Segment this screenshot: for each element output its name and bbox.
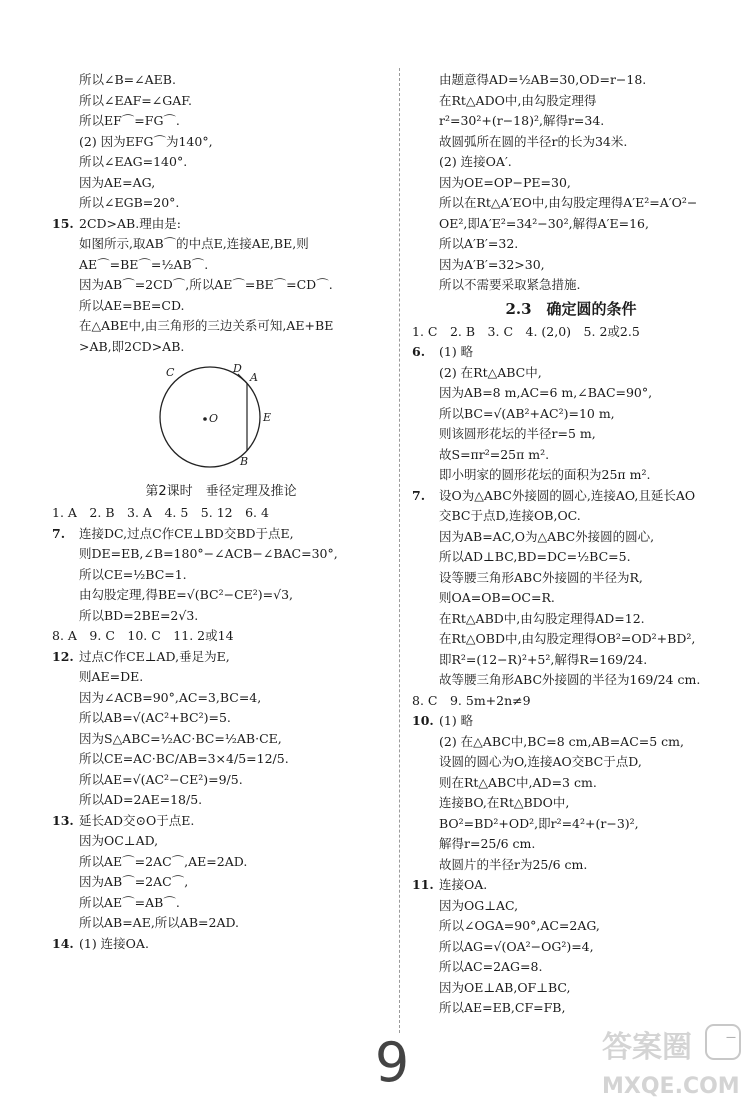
question-12 [52,647,390,668]
label-c: C [166,366,175,379]
label-e: E [263,411,272,424]
question-15 [52,214,390,235]
question-number: 11. [412,877,434,892]
question-14 [52,934,390,955]
text-line: 所以AE=√(AC²−CE²)=9/5. [79,771,243,787]
text-line: 因为OE=OP−PE=30, [439,174,571,190]
text-line: 所以BC=√(AB²+AC²)=10 m, [439,405,615,421]
text-line: 所以∠EAG=140°. [79,154,188,169]
question-number: 7. [412,487,426,503]
watermark-logo [594,1021,744,1103]
text-line: 所以在Rt△A′EO中,由勾股定理得A′E²=A′O²− [439,195,698,210]
question-number: 6. [412,344,426,359]
text-line: 在△ABE中,由三角形的三边关系可知,AE+BE [79,318,334,333]
text-line: 2CD>AB.理由是: [79,215,181,231]
text-line: 所以EF⌒=FG⌒. [79,113,180,128]
text-line: 则该圆形花坛的半径r=5 m, [439,426,596,441]
text-line: 所以CE=AC·BC/AB=3×4/5=12/5. [79,751,289,766]
text-line: 连接OA. [439,877,488,892]
text-line: 因为OG⊥AC, [439,897,519,913]
text-line: 交BC于点D,连接OB,OC. [439,508,581,523]
text-line: (1) 略 [439,713,474,728]
text-line: AE⌒=BE⌒=½AB⌒. [79,256,209,272]
text-line: 故圆弧所在圆的半径r的长为34米. [439,133,628,149]
answer-line: 8. C 9. 5m+2n≠9 [412,692,531,708]
label-b: B [240,455,249,468]
question-number: 14. [52,935,74,951]
text-line: 所以AE=EB,CF=FB, [439,1000,566,1015]
question-number: 7. [52,525,66,541]
text-line: 所以AD=2AE=18/5. [79,792,203,807]
text-line: 则在Rt△ABC中,AD=3 cm. [439,774,597,790]
text-line: 所以AB=√(AC²+BC²)=5. [79,710,231,725]
right-column [412,70,730,1019]
column-divider [399,68,400,1033]
text-line: 因为OC⊥AD, [79,833,159,848]
text-line: 则OA=OB=OC=R. [439,590,555,605]
text-line: 故等腰三角形ABC外接圆的半径为169/24 cm. [439,672,701,687]
text-line: 延长AD交⊙O于点E. [79,812,195,828]
text-line: 过点C作CE⊥AD,垂足为E, [79,648,230,664]
text-line: OE²,即A′E²=34²−30²,解得A′E=16, [439,215,649,231]
label-a: A [250,371,258,384]
text-line: (2) 因为EFG⌒为140°, [79,133,213,149]
question-number: 13. [52,812,74,828]
watermark-text-cn: 答案圈 [602,1030,692,1065]
text-line: 即小明家的圆形花坛的面积为25π m². [439,467,651,482]
text-line: 所以不需要采取紧急措施. [439,277,581,292]
watermark-text-url: MXQE.COM [602,1074,740,1099]
answer-line: 8. A 9. C 10. C 11. 2或14 [52,628,234,643]
text-line: 因为AB=AC,O为△ABC外接圆的圆心, [439,528,655,544]
text-line: 因为AB⌒=2CD⌒,所以AE⌒=BE⌒=CD⌒. [79,277,333,292]
question-number: 10. [412,713,434,728]
text-line: 连接DC,过点C作CE⊥BD交BD于点E, [79,525,294,541]
text-line: 因为AB⌒=2AC⌒, [79,874,189,889]
text-line: 所以A′B′=32. [439,236,519,251]
text-line: r²=30²+(r−18)²,解得r=34. [439,113,605,128]
text-line: 故S=πr²=25π m². [439,446,550,462]
text-line: 解得r=25/6 cm. [439,836,536,851]
question-6 [412,342,730,363]
corner-mark: — [726,1032,736,1043]
question-number: 15. [52,215,74,231]
text-line: 因为OE⊥AB,OF⊥BC, [439,979,571,995]
lesson-subtitle: 第2课时 垂径定理及推论 [145,484,297,499]
page-number: 9 [374,1031,410,1094]
text-line: 设圆的圆心为O,连接AO交BC于点D, [439,754,642,769]
answer-line: 1. C 2. B 3. C 4. (2,0) 5. 2或2.5 [412,323,640,339]
text-line: 设O为△ABC外接圆的圆心,连接AO,且延长AO [439,487,696,503]
segment-da [238,374,247,383]
label-o: O [209,412,219,425]
text-line: 由勾股定理,得BE=√(BC²−CE²)=√3, [79,587,294,602]
text-line: 所以CE=½BC=1. [79,566,187,582]
text-line: 因为AB=8 m,AC=6 m,∠BAC=90°, [439,385,653,400]
answer-line: 1. A 2. B 3. A 4. 5 5. 12 6. 4 [52,505,269,520]
text-line: 连接BO,在Rt△BDO中, [439,795,570,810]
text-line: 即R²=(12−R)²+5²,解得R=169/24. [439,651,648,667]
text-line: 所以AD⊥BC,BD=DC=½BC=5. [439,549,631,564]
text-line: 则AE=DE. [79,669,144,684]
text-line: 所以AC=2AG=8. [439,959,543,974]
left-column [52,70,390,954]
text-line: (2) 在Rt△ABC中, [439,364,542,380]
text-line: 所以∠EGB=20°. [79,195,180,210]
text-line: 所以AE=BE=CD. [79,297,185,313]
text-line: 故圆片的半径r为25/6 cm. [439,856,588,872]
text-line: 所以BD=2BE=2√3. [79,607,199,623]
question-number: 12. [52,648,74,664]
text-line: 所以AE⌒=AB⌒. [79,894,180,910]
text-line: 所以∠EAF=∠GAF. [79,92,192,108]
text-line: 所以AB=AE,所以AB=2AD. [79,915,240,930]
question-11 [412,875,730,896]
text-line: 所以∠OGA=90°,AC=2AG, [439,918,600,933]
text-line: (1) 略 [439,344,474,359]
text-line: (2) 在△ABC中,BC=8 cm,AB=AC=5 cm, [439,733,684,749]
text-line: 因为S△ABC=½AC·BC=½AB·CE, [79,730,282,746]
circle-diagram [92,359,332,474]
label-d: D [233,362,242,375]
text-line: 在Rt△ADO中,由勾股定理得 [439,92,597,108]
text-line: >AB,即2CD>AB. [79,338,185,354]
question-10 [412,711,730,732]
text-line: 则DE=EB,∠B=180°−∠ACB−∠BAC=30°, [79,546,338,561]
text-line: 在Rt△OBD中,由勾股定理得OB²=OD²+BD², [439,631,696,646]
question-13 [52,811,390,832]
text-line: 设等腰三角形ABC外接圆的半径为R, [439,569,643,585]
circle-figure [92,359,390,477]
text-line: 因为∠ACB=90°,AC=3,BC=4, [79,689,262,705]
section-title: 2.3 确定圆的条件 [505,299,637,318]
text-line: 因为AE=AG, [79,174,156,190]
text-line: 由题意得AD=½AB=30,OD=r−18. [439,72,647,87]
text-line: 如图所示,取AB⌒的中点E,连接AE,BE,则 [79,236,309,251]
text-line: (2) 连接OA′. [439,154,512,169]
question-7 [412,486,730,507]
center-point [203,417,207,421]
text-line: BO²=BD²+OD²,即r²=4²+(r−3)², [439,815,639,831]
text-line: 所以AE⌒=2AC⌒,AE=2AD. [79,853,248,869]
text-line: 因为A′B′=32>30, [439,256,545,272]
text-line: 所以∠B=∠AEB. [79,72,176,87]
text-line: 在Rt△ABD中,由勾股定理得AD=12. [439,610,645,626]
question-7 [52,524,390,545]
watermark-badge [706,1025,740,1059]
text-line: (1) 连接OA. [79,935,149,951]
text-line: 所以AG=√(OA²−OG²)=4, [439,938,594,954]
